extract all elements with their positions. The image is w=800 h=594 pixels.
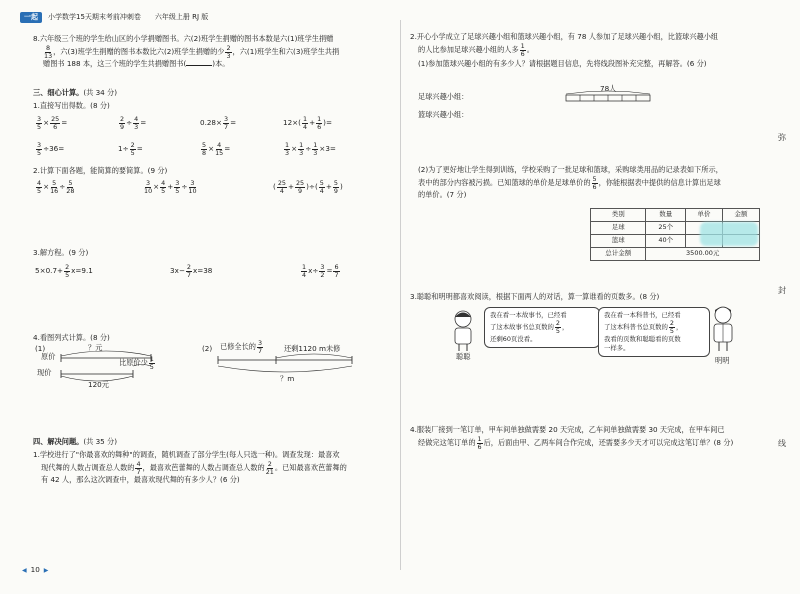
segment-78: 78人 bbox=[600, 84, 617, 93]
calc-3-title: 3.解方程。(9 分) bbox=[33, 248, 89, 257]
boy-mingming-icon bbox=[706, 304, 740, 354]
table-header-row bbox=[591, 209, 760, 222]
problem-4: 4.服装厂接到一笔订单，甲车间单独做需要 20 天完成，乙车间单独做需要 30 天完成，在甲车间已 经做完这笔订单的 $\frac{1}{6}$ 后，后面由甲、乙两车间合作完成，还需要多少天才可以完成这笔订单？(8 分) bbox=[410, 425, 734, 451]
table-header-cell: 金额 bbox=[722, 209, 759, 222]
calc-1-item-2: $\frac{2}{9}$ ÷ $\frac{4}{3}$ = bbox=[120, 115, 147, 131]
problem-2-part-2: (2)为了更好地让学生得到训练，学校采购了一批足球和篮球，采购球类用品的记录表如下所示， 表中的部分内容被污损。已知篮球的单价是足球单价的 $\frac{5}{6}$ ，你能根据表中提供的信息计算出足球 的单价。(7 分) bbox=[418, 165, 723, 200]
p2-q1: (1)参加篮球兴趣小组的有多少人？请根据题目信息，先将线段图补充完整，再解答。(6 分) bbox=[418, 59, 707, 69]
q8-line2a: ，六(3)班学生捐赠的图书本数比六(2)班学生捐赠的少 bbox=[53, 46, 225, 56]
q8-line2b: ，六(1)班学生和六(3)班学生共捐 bbox=[232, 46, 340, 56]
question-8 bbox=[33, 34, 393, 70]
calc-1-item-4: 12×( $\frac{1}{4}$ + $\frac{1}{6}$ )= bbox=[283, 115, 332, 131]
column-divider bbox=[400, 20, 401, 570]
calc-1-item-5: $\frac{3}{5}$ ÷36 = bbox=[37, 141, 65, 157]
speech-bubble-mingming: 我在看一本科普书，已经看 了这本科普书总页数的 $\frac{2}{5}$ ， 我看的页数和聪聪看的页数 一样多。 bbox=[598, 307, 710, 357]
calc-1-item-8: $\frac{1}{3}$ × $\frac{1}{3}$ ÷ $\frac{1}{3}$ ×3 = bbox=[285, 141, 336, 157]
basketball-label: 篮球兴趣小组： bbox=[418, 110, 469, 119]
problem-3: 3.聪聪和明明都喜欢阅读，根据下面两人的对话，算一算谁看的页数多。(8 分) bbox=[410, 292, 660, 301]
q8-line3a: 赠图书 188 本，这三个班的学生共捐赠图书( bbox=[43, 59, 187, 69]
diagram1-svg bbox=[33, 344, 203, 390]
q8-fraction-2: $\frac{2}{3}$ bbox=[226, 43, 231, 60]
diagram2-svg bbox=[202, 344, 392, 390]
diagram1-original-label: 原价 bbox=[41, 352, 56, 361]
table-header-cell: 数量 bbox=[646, 209, 686, 222]
q8-answer-blank[interactable] bbox=[186, 65, 212, 66]
line-diagram-1: (1) 原价 ？元 现价 比原价少 $\frac{1}{5}$ 120元 bbox=[33, 344, 203, 390]
table-total-row: 总计金额 3500.00元 bbox=[591, 248, 760, 261]
diagram1-note: 比原价少 $\frac{1}{5}$ bbox=[119, 355, 154, 371]
q8-line1: 六年级三个班的学生给山区的小学捐赠图书。六(2)班学生捐赠的图书本数是六(1)班学生捐赠 bbox=[39, 34, 334, 43]
calc-2-title: 2.计算下面各题，能简算的要简算。(9 分) bbox=[33, 166, 168, 175]
diagram2-bottom: ？m bbox=[280, 374, 295, 383]
q8-num: 8. bbox=[33, 34, 40, 43]
page-header bbox=[20, 12, 208, 23]
calc-1-item-3: 0.28× $\frac{3}{7}$ = bbox=[200, 115, 237, 131]
calc-2-expr-3: ( $\frac{25}{4}$ + $\frac{25}{9}$ )÷( $\frac{5}{4}$ + $\frac{5}{9}$ ) bbox=[273, 179, 343, 195]
problem-2: 2.开心小学成立了足球兴趣小组和篮球兴趣小组，有 78 人参加了足球兴趣小组，比篮球兴趣小组 的人比参加足球兴趣小组的人多 $\frac{1}{6}$ 。 (1)参加篮球兴趣小组的有多少人？请根据题目信息，先将线段图补充完整，再解答。(6 分) bbox=[410, 32, 775, 70]
p1-line3: 有 42 人，那么这次调查中，最喜欢现代舞的有多少人？(6 分) bbox=[41, 475, 240, 485]
calc-4-title: 4.看图列式计算。(8 分) bbox=[33, 333, 110, 342]
margin-word-feng: 封 bbox=[778, 286, 786, 295]
q8-fraction-1: $\frac{8}{13}$ bbox=[44, 43, 53, 60]
soccer-label: 足球兴趣小组： bbox=[418, 92, 469, 101]
problem-1: 1.学校进行了"你最喜欢的舞种"的调查，随机调查了部分学生(每人只选一种)。调查发现：最喜欢 现代舞的人数占调查总人数的 $\frac{4}{7}$ ，最喜欢芭蕾舞的人数占调查总人数的 $\frac{2}{21}$ 。已知最喜欢芭蕾舞的 有 42 人，那么这次调查中，最喜欢现代舞的有多少人？(6 分) bbox=[33, 450, 395, 486]
brand-logo: 一起 bbox=[20, 12, 42, 23]
calc-2-expr-1: $\frac{4}{5}$ × $\frac{5}{16}$ ÷ $\frac{5}{28}$ bbox=[37, 179, 75, 195]
table-header-cell: 类别 bbox=[591, 209, 646, 222]
diagram2-done-label: 已修全长的 $\frac{3}{7}$ bbox=[220, 339, 263, 355]
header-title: 小学数学15天期末考前冲刺卷 bbox=[48, 13, 141, 21]
calc-1-item-1: $\frac{3}{5}$ × $\frac{25}{6}$ = bbox=[37, 115, 68, 131]
calc-1-item-6: 1÷ $\frac{2}{5}$ = bbox=[118, 141, 143, 157]
line-diagram-2: (2) 已修全长的 $\frac{3}{7}$ 还剩1120 m未修 ？m bbox=[202, 344, 392, 390]
margin-word-xian: 线 bbox=[778, 439, 786, 448]
table-header-cell: 单价 bbox=[686, 209, 723, 222]
header-grade: 六年级上册 RJ 版 bbox=[154, 13, 209, 21]
equation-2: 3x− $\frac{2}{7}$ x=38 bbox=[170, 263, 213, 279]
section-3-title: 三、细心计算。(共 34 分) bbox=[33, 88, 118, 97]
page-number: ◀ 10 ▶ bbox=[22, 565, 49, 574]
calc-2-expr-2: $\frac{3}{10}$ × $\frac{4}{5}$ + $\frac{3}{5}$ ÷ $\frac{3}{10}$ bbox=[144, 179, 197, 195]
equation-1: 5×0.7+ $\frac{2}{5}$ x=9.1 bbox=[35, 263, 93, 279]
kid2-name: 明明 bbox=[715, 356, 730, 365]
section-4-title: 四、解决问题。(共 35 分) bbox=[33, 437, 118, 446]
diagram2-rest-label: 还剩1120 m未修 bbox=[284, 344, 341, 353]
diagram1-question: ？元 bbox=[88, 343, 103, 352]
table-row: 足球 25个 bbox=[591, 222, 760, 235]
calc-1-title: 1.直接写出得数。(8 分) bbox=[33, 101, 110, 110]
calc-1-item-7: $\frac{5}{8}$ × $\frac{4}{15}$ = bbox=[202, 141, 231, 157]
q8-line3b: )本。 bbox=[212, 59, 230, 69]
kid1-name: 聪聪 bbox=[456, 352, 471, 361]
p2-line1: 开心小学成立了足球兴趣小组和篮球兴趣小组，有 78 人参加了足球兴趣小组，比篮球兴趣小组 bbox=[416, 32, 719, 41]
equation-3: $\frac{1}{4}$ x÷ $\frac{3}{2}$ = $\frac{6}{7}$ bbox=[302, 263, 339, 279]
speech-bubble-congcong: 我在看一本故事书，已经看 了这本故事书总页数的 $\frac{2}{5}$ ， 还剩60页没看。 bbox=[484, 307, 600, 348]
stain-smudge bbox=[700, 222, 758, 246]
diagram1-bottom: 120元 bbox=[88, 380, 109, 389]
boy-congcong-icon bbox=[446, 308, 480, 352]
table-row: 篮球 40个 bbox=[591, 235, 760, 248]
segment-diagram bbox=[418, 86, 668, 122]
margin-word-mi: 弥 bbox=[778, 133, 786, 142]
diagram1-now-label: 现价 bbox=[37, 368, 52, 377]
p1-line1: 学校进行了"你最喜欢的舞种"的调查，随机调查了部分学生(每人只选一种)。调查发现：最喜欢 bbox=[39, 450, 340, 459]
